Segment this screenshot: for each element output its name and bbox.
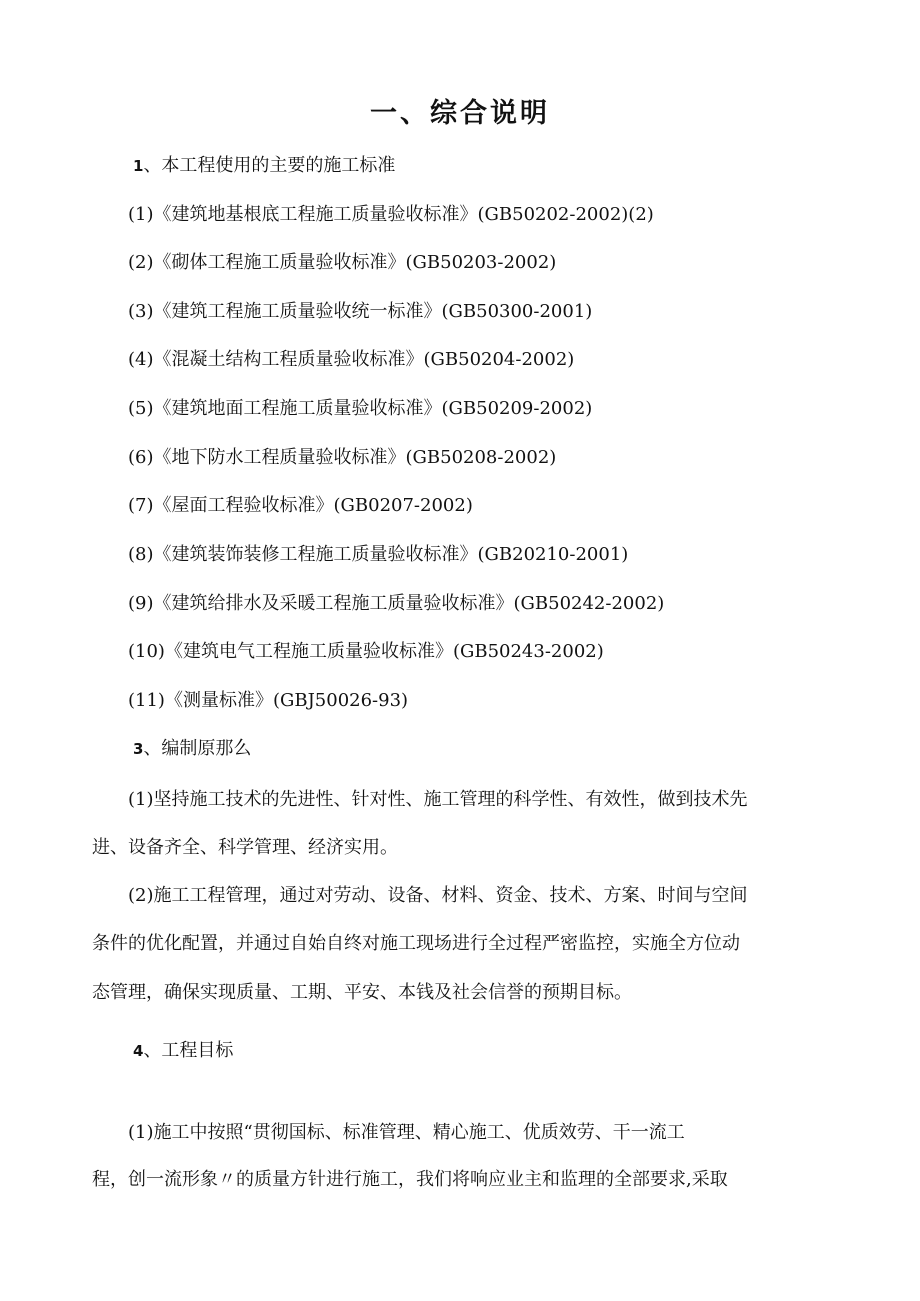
section-4-paragraph-1-line-2: 程，创一流形象〃的质量方针进行施工，我们将响应业主和监理的全部要求,采取: [92, 1169, 728, 1190]
standard-item-4: (4)《混凝土结构工程质量验收标准》(GB50204-2002): [128, 349, 575, 370]
standard-item-6: (6)《地下防水工程质量验收标准》(GB50208-2002): [128, 447, 557, 468]
section-4-heading: [133, 1039, 233, 1063]
section-3-paragraph-1-line-2: 进、设备齐全、科学管理、经济实用。: [92, 837, 398, 858]
standard-item-2: (2)《砌体工程施工质量验收标准》(GB50203-2002): [128, 252, 557, 273]
section-3-paragraph-1-line-1: (1)坚持施工技术的先进性、针对性、施工管理的科学性、有效性，做到技术先: [128, 789, 748, 810]
standard-item-7: (7)《屋面工程验收标准》(GB0207-2002): [128, 495, 473, 516]
section-3-number: 3: [133, 740, 144, 758]
section-4-paragraph-1-line-1: (1)施工中按照“贯彻国标、标准管理、精心施工、优质效劳、干一流工: [128, 1122, 685, 1143]
standard-item-9: (9)《建筑给排水及采暖工程施工质量验收标准》(GB50242-2002): [128, 593, 665, 614]
standard-item-10: (10)《建筑电气工程施工质量验收标准》(GB50243-2002): [128, 641, 604, 662]
standard-item-11: (11)《测量标准》(GBJ50026-93): [128, 690, 409, 711]
section-1-heading-text: 、本工程使用的主要的施工标准: [143, 155, 396, 176]
section-3-paragraph-2-line-3: 态管理，确保实现质量、工期、平安、本钱及社会信誉的预期目标。: [92, 982, 632, 1003]
page-title: 一、综合说明: [370, 98, 550, 129]
section-4-heading-text: 、工程目标: [143, 1040, 234, 1061]
section-1-heading: [133, 154, 395, 178]
section-3-paragraph-2-line-2: 条件的优化配置，并通过自始自终对施工现场进行全过程严密监控，实施全方位动: [92, 933, 740, 954]
section-3-paragraph-2-line-1: (2)施工工程管理，通过对劳动、设备、材料、资金、技术、方案、时间与空间: [128, 885, 748, 906]
standard-item-3: (3)《建筑工程施工质量验收统一标准》(GB50300-2001): [128, 301, 593, 322]
section-4-number: 4: [133, 1042, 144, 1060]
section-1-number: 1: [133, 157, 144, 175]
standard-item-1: (1)《建筑地基根底工程施工质量验收标准》(GB50202-2002)(2): [128, 204, 654, 225]
section-3-heading-text: 、编制原那么: [143, 738, 252, 759]
section-3-heading: [133, 737, 251, 761]
standard-item-8: (8)《建筑装饰装修工程施工质量验收标准》(GB20210-2001): [128, 544, 629, 565]
standard-item-5: (5)《建筑地面工程施工质量验收标准》(GB50209-2002): [128, 398, 593, 419]
